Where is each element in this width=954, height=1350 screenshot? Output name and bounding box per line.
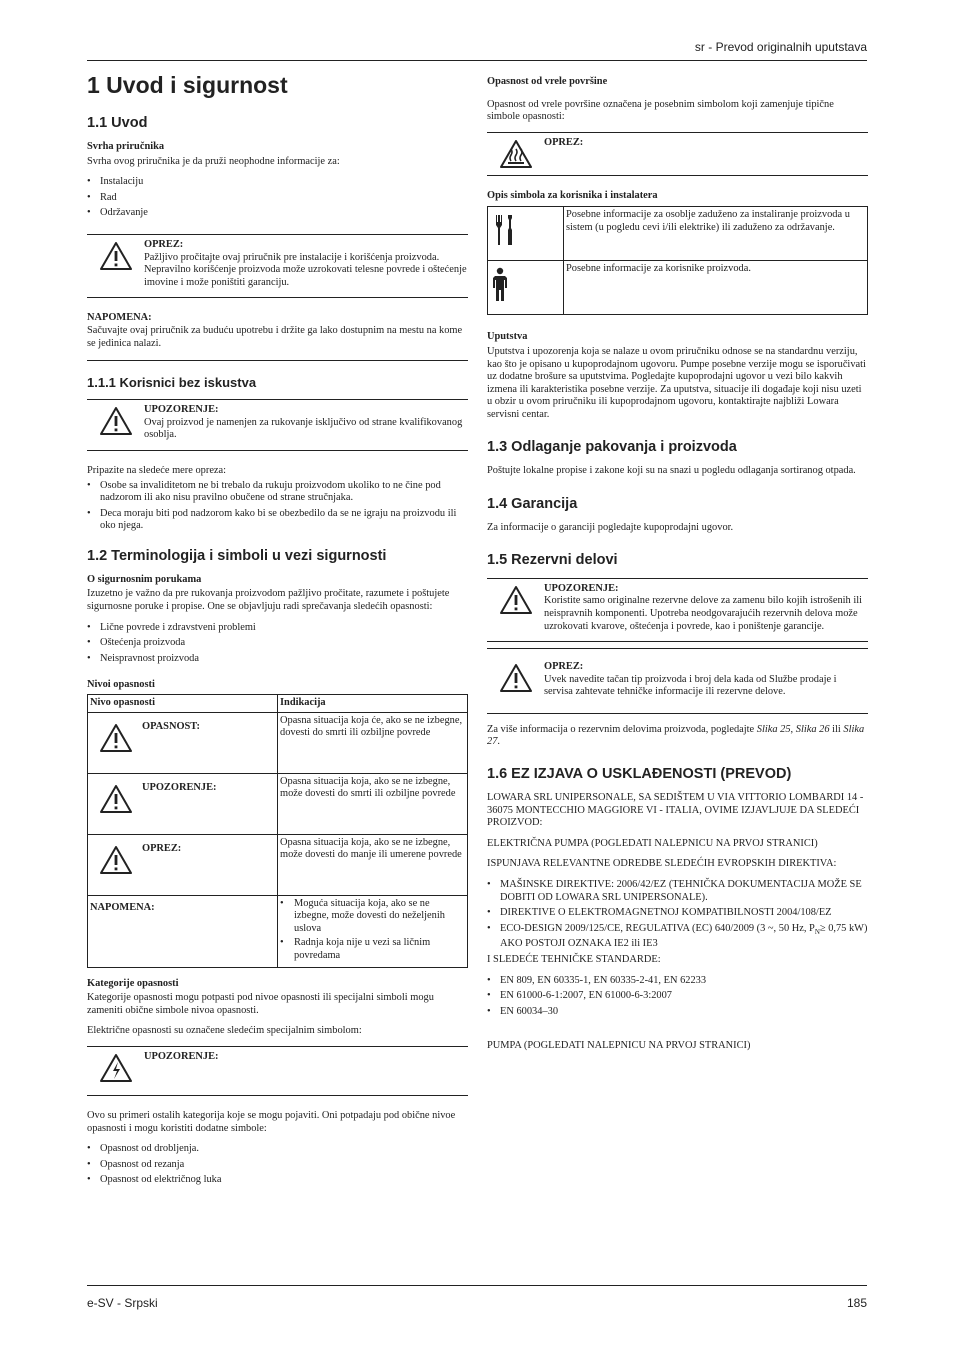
opis-title: Opis simbola za korisnika i instalatera bbox=[487, 189, 658, 201]
oprez-title: OPREZ: bbox=[544, 136, 584, 148]
poruke-title: O sigurnosnim porukama bbox=[87, 573, 202, 585]
oprez-box bbox=[487, 648, 868, 714]
level-text: Opasna situacija koja, ako se ne izbegne, može dovesti do manje ili umerene povrede bbox=[278, 834, 468, 895]
figure-ref-link[interactable]: Slika 27 bbox=[487, 723, 865, 748]
table-row bbox=[488, 261, 868, 315]
level-label: UPOZORENJE: bbox=[142, 781, 217, 793]
primeri-list bbox=[87, 1143, 468, 1187]
table-header: Indikacija bbox=[278, 695, 468, 713]
figure-ref-link[interactable]: Slika 25 bbox=[756, 723, 791, 735]
list-item: • Oštećenja proizvoda bbox=[87, 637, 468, 650]
directives-list bbox=[487, 879, 868, 951]
user-person-icon bbox=[488, 261, 564, 315]
uputstva-text: Uputstva i upozorenja koja se nalaze u ovom priručniku odnose se na standardnu verziju, kao što je opisano u kupoprodajnom ugovoru. Pumpe posebne verzije mogu se isporučivati uz dodatne brošure sa uputstvima. Pogledajte kupoprodajni ugovor u vezi bilo kakvih izmena ili karakteristika posebne verzije. Za uputstva, situacije ili događaje koji nisu uzeti u obzir u ovom priručniku ili kupoprodajnom ugovoru, kontaktirajte najbliži Lowara servisni centar. bbox=[487, 345, 866, 420]
warning-triangle-icon bbox=[90, 837, 142, 875]
upozorenje-text: Koristite samo originalne rezervne delove za zamenu bilo kojih istrošenih ili neispravnih komponenti. Upotreba neodgovarajućih rezervnih delova može uzrokovati kvarove, oštećenja i povrede, kao i poništenje garancije. bbox=[544, 595, 862, 632]
footer-left: e-SV - Srpski bbox=[87, 1296, 158, 1310]
table-row bbox=[88, 773, 468, 834]
list-item: • Opasnost od rezanja bbox=[87, 1159, 468, 1172]
s16-p5: PUMPA (POGLEDATI NALEPNICU NA PRVOJ STRANICI) bbox=[487, 1040, 751, 1052]
list-item: • Neispravnost proizvoda bbox=[87, 653, 468, 666]
symbol-text: Posebne informacije za korisnike proizvoda. bbox=[564, 261, 868, 315]
list-item: • Održavanje bbox=[87, 207, 468, 220]
warning-triangle-icon bbox=[90, 776, 142, 814]
table-header: Nivo opasnosti bbox=[88, 695, 278, 713]
upozorenje-box bbox=[87, 399, 468, 451]
electric-upozorenje-box bbox=[87, 1046, 468, 1096]
eco-sub: N bbox=[814, 927, 820, 936]
s14-text: Za informacije o garanciji pogledajte kupoprodajni ugovor. bbox=[487, 522, 734, 534]
list-item: • Lične povrede i zdravstveni problemi bbox=[87, 622, 468, 635]
list-item: • Opasnost od električnog luka bbox=[87, 1174, 468, 1187]
list-item bbox=[487, 923, 868, 951]
hot-surface-oprez-box bbox=[487, 132, 868, 176]
level-label: NAPOMENA: bbox=[90, 901, 155, 913]
oprez-box bbox=[87, 234, 468, 298]
warning-triangle-icon bbox=[87, 239, 144, 289]
napomena-text: Sačuvajte ovaj priručnik za buduću upotrebu i držite ga lako dostupnim na mestu na kome se jedinica nalazi. bbox=[87, 324, 463, 349]
list-item: • EN 61000-6-1:2007, EN 61000-6-3:2007 bbox=[487, 990, 868, 1003]
symbol-text: Posebne informacije za osoblje zaduženo za instaliranje proizvoda u sistem (u pogledu cevi i/ili elektrike) ili zaduženo za održavanje. bbox=[564, 207, 868, 261]
table-row bbox=[88, 712, 468, 773]
running-header: sr - Prevod originalnih uputstava bbox=[694, 40, 867, 54]
list-item: • Radnja koja nije u vezi sa ličnim povredama bbox=[280, 937, 465, 962]
list-item: • Osobe sa invaliditetom ne bi trebalo da rukuju proizvodom ukoliko to ne čine pod nadzorom ili ako nisu pravilno obučene od strane stručnjaka. bbox=[87, 480, 468, 505]
standards-list bbox=[487, 975, 868, 1019]
napomena-note bbox=[87, 312, 468, 361]
list-item: • DIREKTIVE O ELEKTROMAGNETNOJ KOMPATIBILNOSTI 2004/108/EZ bbox=[487, 907, 868, 920]
kat-title: Kategorije opasnosti bbox=[87, 977, 179, 989]
upozorenje-title: UPOZORENJE: bbox=[544, 582, 619, 594]
electric-hazard-icon bbox=[87, 1051, 144, 1083]
eco-text-a: ECO-DESIGN 2009/125/CE, REGULATIVA (EC) 640/2009 (3 ~, 50 Hz, P bbox=[500, 922, 815, 934]
uputstva-title: Uputstva bbox=[487, 331, 528, 343]
primeri-text: Ovo su primeri ostalih kategorija koje se mogu pojaviti. Oni potpadaju pod obične nivoe opasnosti i mogu koristiti dodatne simbole: bbox=[87, 1109, 456, 1134]
page-number: 185 bbox=[846, 1296, 867, 1310]
symbols-table bbox=[487, 206, 868, 315]
table-row bbox=[488, 207, 868, 261]
table-row bbox=[88, 895, 468, 967]
list-item: • Deca moraju biti pod nadzorom kako bi se obezbedilo da se ne igraju na proizvodu ili oko njega. bbox=[87, 508, 468, 533]
list-item: • MAŠINSKE DIREKTIVE: 2006/42/EZ (TEHNIČKA DOKUMENTACIJA MOŽE SE DOBITI OD LOWARA SRL UNIPERSONALE). bbox=[487, 879, 868, 904]
hazard-levels-table bbox=[87, 694, 468, 968]
level-label: OPREZ: bbox=[142, 842, 182, 854]
list-item: • Moguća situacija koja, ako se ne izbegne, može dovesti do neželjenih uslova bbox=[280, 898, 465, 936]
level-text: Opasna situacija koja će, ako se ne izbegne, dovesti do smrti ili ozbiljne povrede bbox=[278, 712, 468, 773]
poruke-list bbox=[87, 622, 468, 666]
level-text: Opasna situacija koja, ako se ne izbegne, može dovesti do smrti ili ozbiljne povrede bbox=[278, 773, 468, 834]
warning-triangle-icon bbox=[87, 404, 144, 442]
s16-p3: ISPUNJAVA RELEVANTNE ODREDBE SLEDEĆIH EVROPSKIH DIREKTIVA: bbox=[487, 858, 837, 870]
list-item: • EN 60034–30 bbox=[487, 1006, 868, 1019]
figure-ref-link[interactable]: Slika 26 bbox=[795, 723, 830, 735]
svrha-list bbox=[87, 176, 468, 220]
section-1-2: 1.2 Terminologija i simboli u vezi sigurnosti bbox=[87, 547, 387, 564]
footer-rule bbox=[87, 1285, 867, 1286]
upozorenje-text: Ovaj proizvod je namenjen za rukovanje isključivo od strane kvalifikovanog osoblja. bbox=[144, 416, 463, 441]
oprez-text: Uvek navedite tačan tip proizvoda i broj dela kada od Službe prodaje i servisa zahtevate tehničke informacije ili rezervne delove. bbox=[544, 673, 837, 698]
upozorenje-title: UPOZORENJE: bbox=[144, 404, 219, 416]
warning-triangle-icon bbox=[90, 715, 142, 753]
left-column bbox=[87, 70, 468, 1197]
sep: , bbox=[790, 723, 796, 735]
section-1-5: 1.5 Rezervni delovi bbox=[487, 551, 618, 568]
list-item: • Rad bbox=[87, 192, 468, 205]
vise-text-a: Za više informacija o rezervnim delovima proizvoda, pogledajte bbox=[487, 723, 757, 735]
vrela-title: Opasnost od vrele površine bbox=[487, 76, 608, 87]
upozorenje-box bbox=[487, 578, 868, 642]
svrha-text: Svrha ovog priručnika je da pruži neophodne informacije za: bbox=[87, 155, 340, 167]
hot-surface-icon bbox=[487, 137, 544, 169]
s16-p4: I SLEDEĆE TEHNIČKE STANDARDE: bbox=[487, 954, 661, 966]
vrela-text: Opasnost od vrele površine označena je posebnim simbolom koji zamenjuje tipične simbole opasnosti: bbox=[487, 98, 834, 123]
eco-text-b: ≥ 0,75 kW) AKO POSTOJI OZNAKA IE2 ili IE3 bbox=[500, 922, 868, 950]
napomena-list bbox=[280, 898, 465, 963]
kat-text: Kategorije opasnosti mogu potpasti pod nivoe opasnosti ili specijalni simboli mogu zameniti obične simbole nivoa opasnosti. bbox=[87, 992, 434, 1016]
list-item: • Instalaciju bbox=[87, 176, 468, 189]
svrha-title: Svrha priručnika bbox=[87, 141, 165, 152]
mere-text: Pripazite na sledeće mere opreza: bbox=[87, 464, 227, 476]
napomena-title: NAPOMENA: bbox=[87, 312, 152, 324]
sep: ili bbox=[829, 723, 844, 735]
oprez-title: OPREZ: bbox=[144, 238, 184, 250]
s16-p2: ELEKTRIČNA PUMPA (POGLEDATI NALEPNICU NA PRVOJ STRANICI) bbox=[487, 837, 818, 849]
s16-p1: LOWARA SRL UNIPERSONALE, SA SEDIŠTEM U VIA VITTORIO LOMBARDI 14 - 36075 MONTECCHIO MAGGIORE VI - ITALIA, OVIME IZJAVLJUJE DA SLEDEĆI PROIZVOD: bbox=[487, 792, 864, 829]
warning-triangle-icon bbox=[487, 583, 544, 633]
mere-list bbox=[87, 480, 468, 533]
s13-text: Poštujte lokalne propise i zakone koji su na snazi u pogledu odlaganja sortiranog otpada. bbox=[487, 464, 856, 476]
oprez-text: Pažljivo pročitajte ovaj priručnik pre instalacije i korišćenja proizvoda. Nepravilno korišćenje proizvoda može uzrokovati telesne povrede i oštećenje imovine i može poništiti garanciju. bbox=[144, 251, 467, 288]
oprez-title: OPREZ: bbox=[544, 661, 584, 673]
level-label: OPASNOST: bbox=[142, 720, 200, 732]
warning-triangle-icon bbox=[487, 661, 544, 699]
right-column bbox=[487, 76, 868, 1061]
nivoi-title: Nivoi opasnosti bbox=[87, 679, 155, 691]
table-row bbox=[88, 834, 468, 895]
list-item: • EN 809, EN 60335-1, EN 60335-2-41, EN 62233 bbox=[487, 975, 868, 988]
section-1-4: 1.4 Garancija bbox=[487, 496, 578, 513]
list-item: • Opasnost od drobljenja. bbox=[87, 1143, 468, 1156]
section-1-6: 1.6 EZ IZJAVA O USKLAĐENOSTI (PREVOD) bbox=[487, 766, 792, 783]
section-1-1-1: 1.1.1 Korisnici bez iskustva bbox=[87, 375, 257, 391]
elek-text: Električne opasnosti su označene sledećim specijalnim simbolom: bbox=[87, 1025, 362, 1037]
section-1-1: 1.1 Uvod bbox=[87, 115, 148, 131]
chapter-title: 1 Uvod i sigurnost bbox=[87, 72, 288, 98]
vise-text bbox=[487, 724, 868, 749]
upozorenje-title: UPOZORENJE: bbox=[144, 1050, 219, 1062]
section-1-3: 1.3 Odlaganje pakovanja i proizvoda bbox=[487, 438, 737, 455]
poruke-text: Izuzetno je važno da pre rukovanja proizvodom pažljivo pročitate, razumete i poštujete sigurnosne poruke i propise. One se objavljuju radi sprečavanja sledećih opasnosti: bbox=[87, 588, 450, 613]
header-rule bbox=[87, 60, 867, 61]
tools-icon bbox=[488, 207, 564, 261]
sep: . bbox=[497, 736, 500, 748]
